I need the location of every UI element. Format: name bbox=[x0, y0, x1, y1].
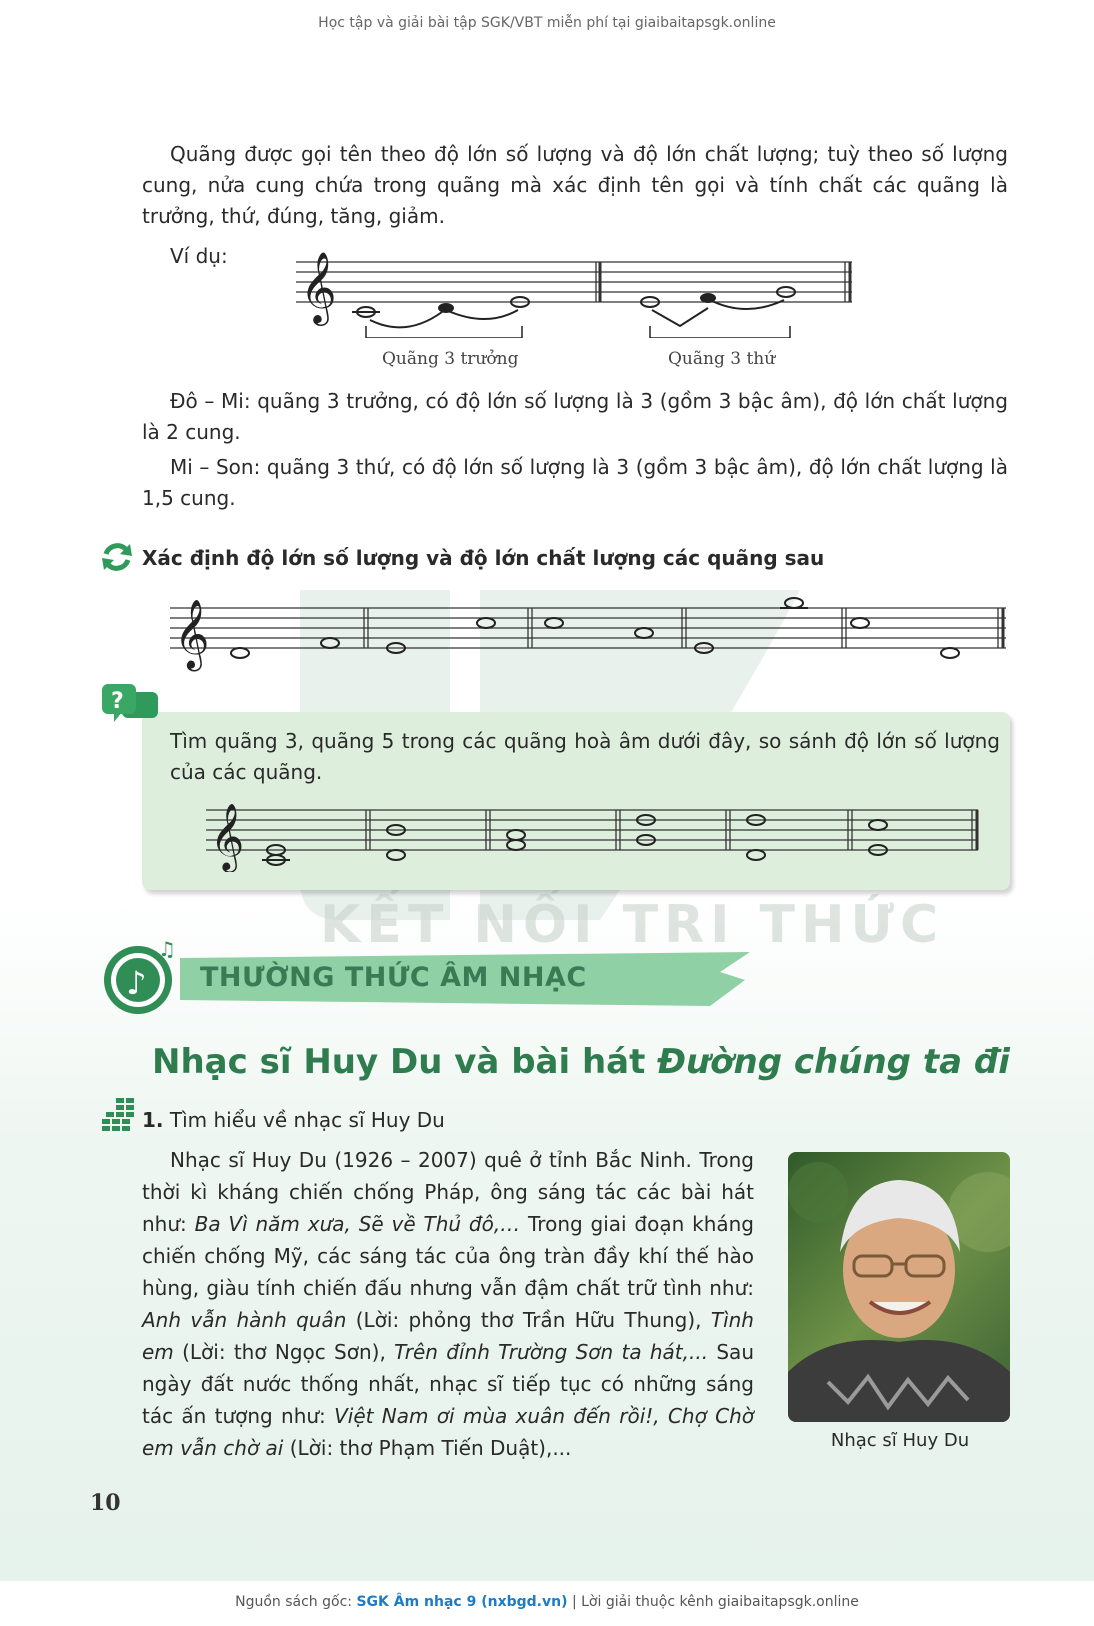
task-staff bbox=[170, 586, 1010, 676]
refresh-icon bbox=[100, 540, 134, 574]
header-source: Học tập và giải bài tập SGK/VBT miễn phí tại giaibaitapsgk.online bbox=[318, 15, 776, 31]
section-title: Nhạc sĩ Huy Du và bài hát Đường chúng ta đi bbox=[152, 1042, 1010, 1082]
intro-paragraph: Quãng được gọi tên theo độ lớn số lượng và độ lớn chất lượng; tuỳ theo số lượng cung, nửa cung chứa trong quãng mà xác định tên gọi và tính chất các quãng là trưởng, thứ, đúng, tăng, giảm. bbox=[142, 142, 1008, 228]
svg-text:♫: ♫ bbox=[158, 938, 176, 961]
task-title: Xác định độ lớn số lượng và độ lớn chất lượng các quãng sau bbox=[142, 546, 825, 570]
svg-text:𝄞: 𝄞 bbox=[300, 250, 337, 323]
music-note-icon bbox=[100, 938, 180, 1018]
caption-major-third: Quãng 3 trưởng bbox=[382, 349, 519, 369]
footer-book-link[interactable]: SGK Âm nhạc 9 (nxbgd.vn) bbox=[356, 1594, 568, 1610]
caption-minor-third: Quãng 3 thứ bbox=[668, 349, 776, 369]
question-text: Tìm quãng 3, quãng 5 trong các quãng hoà âm dưới đây, so sánh độ lớn số lượng của các quãng. bbox=[170, 729, 1000, 784]
watermark-text: KẾT NỐI TRI THỨC bbox=[320, 895, 945, 955]
banner-label: THƯỜNG THỨC ÂM NHẠC bbox=[200, 962, 587, 993]
question-bubble-icon bbox=[100, 682, 160, 726]
svg-text:?: ? bbox=[111, 689, 124, 714]
svg-text:𝄞: 𝄞 bbox=[210, 802, 245, 870]
huy-du-photo bbox=[788, 1152, 1010, 1422]
page-number: 10 bbox=[90, 1490, 121, 1516]
bio-paragraph: Nhạc sĩ Huy Du (1926 – 2007) quê ở tỉnh Bắc Ninh. Trong thời kì kháng chiến chống Pháp, ông sáng tác các bài hát như: Ba Vì năm xưa, Sẽ về Thủ đô,… Trong giai đoạn kháng chiến chống Mỹ, các sáng tác của ông tràn đầy khí thế hào hùng, giàu tính chiến đấu nhưng vẫn đậm chất trữ tình như: Anh vẫn hành quân (Lời: phỏng thơ Trần Hữu Thung), Tình em (Lời: thơ Ngọc Sơn), Trên đỉnh Trường Sơn ta hát,... Sau ngày đất nước thống nhất, nhạc sĩ tiếp tục có những sáng tác ấn tượng như: Việt Nam ơi mùa xuân đến rồi!, Chợ Chờ em vẫn chờ ai (Lời: thơ Phạm Tiến Duật),... bbox=[142, 1148, 754, 1460]
svg-text:♪: ♪ bbox=[126, 964, 147, 1002]
photo-caption: Nhạc sĩ Huy Du bbox=[830, 1430, 970, 1451]
subsection-title: 1. Tìm hiểu về nhạc sĩ Huy Du bbox=[142, 1108, 445, 1132]
bars-icon bbox=[102, 1098, 134, 1132]
do-mi-paragraph: Đô – Mi: quãng 3 trưởng, có độ lớn số lượng là 3 (gồm 3 bậc âm), độ lớn chất lượng là 2 cung. bbox=[142, 389, 1008, 444]
example-label: Ví dụ: bbox=[170, 244, 228, 268]
footer: Nguồn sách gốc: SGK Âm nhạc 9 (nxbgd.vn) | Lời giải thuộc kênh giaibaitapsgk.online bbox=[235, 1594, 859, 1610]
svg-text:𝄞: 𝄞 bbox=[174, 599, 210, 669]
mi-son-paragraph: Mi – Son: quãng 3 thứ, có độ lớn số lượng là 3 (gồm 3 bậc âm), độ lớn chất lượng là 1,5 cung. bbox=[142, 455, 1008, 510]
example-staff bbox=[296, 238, 856, 338]
question-staff bbox=[206, 792, 982, 872]
